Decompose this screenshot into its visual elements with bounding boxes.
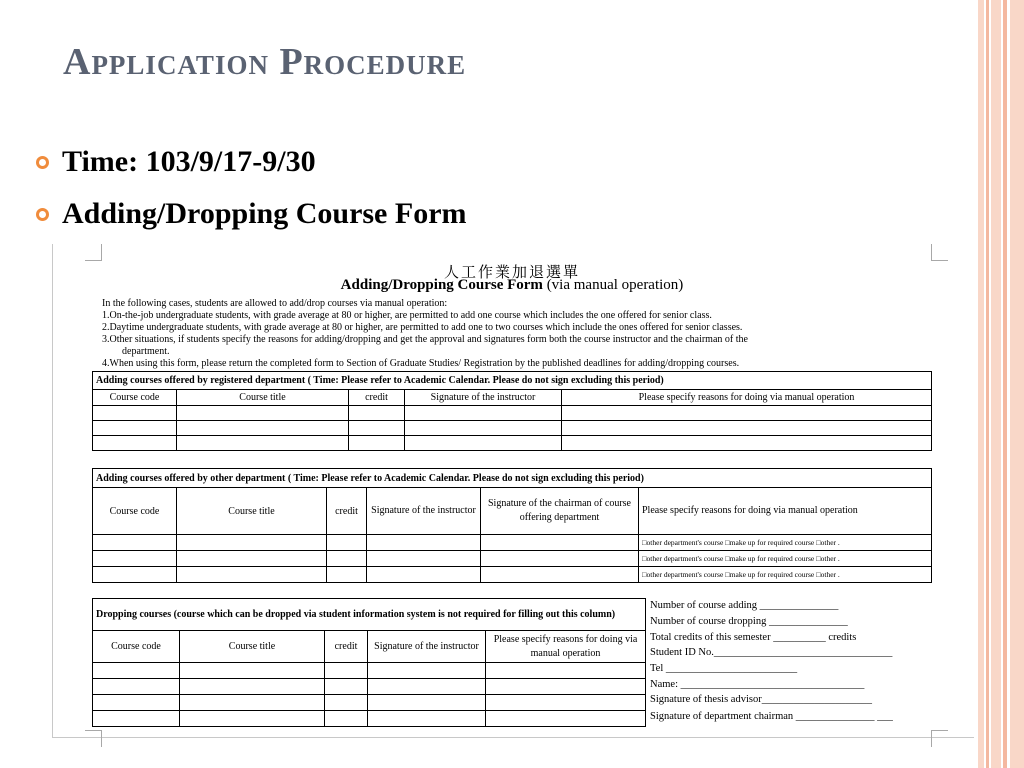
field-chairman-signature[interactable]: Signature of department chairman _______________ ___ [650,711,893,722]
table-cell[interactable] [325,695,368,711]
table-cell[interactable] [93,535,177,551]
table-cell[interactable] [562,421,932,436]
instruction-line: 4.When using this form, please return the completed form to Section of Graduate Studies/ Registration by the published deadlines for adding/dropping courses. [102,358,740,369]
reason-checkboxes[interactable]: □other department's course □make up for required course □other . [639,535,932,551]
table-cell[interactable] [325,679,368,695]
form-title-english [0,277,1024,294]
table-row [93,711,646,727]
field-student-id[interactable]: Student ID No.__________________________________ [650,647,893,658]
column-header: credit [349,390,405,406]
table-row [93,421,932,436]
table-cell[interactable] [325,711,368,727]
table-cell[interactable] [93,679,180,695]
table-row [93,663,646,679]
table-cell[interactable] [481,551,639,567]
crop-mark [931,244,948,261]
table-cell[interactable] [349,421,405,436]
table-cell[interactable] [367,535,481,551]
column-header: Please specify reasons for doing via manual operation [562,390,932,406]
table-cell[interactable] [327,535,367,551]
reason-checkboxes[interactable]: □other department's course □make up for required course □other . [639,551,932,567]
crop-mark [85,244,102,261]
field-thesis-advisor-signature[interactable]: Signature of thesis advisor_____________________ [650,694,872,705]
form-title-bold: Adding/Dropping Course Form [340,277,543,293]
table-row [93,436,932,451]
table-cell[interactable] [367,567,481,583]
table-cell[interactable] [93,711,180,727]
table-cell[interactable] [405,436,562,451]
decorative-stripes [974,0,1024,768]
table-cell[interactable] [93,695,180,711]
stripe [978,0,984,768]
column-header: Course code [93,488,177,535]
instruction-line: In the following cases, students are allowed to add/drop courses via manual operation: [102,298,448,309]
column-header: Course code [93,631,180,663]
table-cell[interactable] [486,679,646,695]
table-cell[interactable] [325,663,368,679]
table-cell[interactable] [327,551,367,567]
column-header: Course code [93,390,177,406]
crop-mark [85,730,102,747]
table-header: Adding courses offered by registered department ( Time: Please refer to Academic Calendar. Please do not sign excluding this period) [93,372,932,390]
column-header: Signature of the chairman of course offering department [481,488,639,535]
table-cell[interactable] [367,551,481,567]
field-courses-adding[interactable]: Number of course adding _______________ [650,600,839,611]
form-title-rest: (via manual operation) [542,277,684,293]
bullet-item-time [36,142,467,194]
field-tel[interactable]: Tel _________________________ [650,663,798,674]
table-cell[interactable] [562,436,932,451]
table-cell[interactable] [327,567,367,583]
table-cell[interactable] [93,567,177,583]
column-header: Signature of the instructor [368,631,486,663]
stripe [1003,0,1007,768]
table-cell[interactable] [177,567,327,583]
frame-bottom-border [52,737,974,738]
column-header: Signature of the instructor [367,488,481,535]
instruction-line: department. [122,346,170,357]
bullet-list [36,142,467,246]
bullet-circle-icon [36,208,49,221]
table-row [93,679,646,695]
reason-checkboxes[interactable]: □other department's course □make up for required course □other . [639,567,932,583]
table-row [93,406,932,421]
column-header: Course title [177,488,327,535]
field-courses-dropping[interactable]: Number of course dropping _______________ [650,616,848,627]
instruction-line: 2.Daytime undergraduate students, with grade average at 80 or higher, are permitted to add one to two courses which include the ones offered for senior classes. [102,322,743,333]
bullet-circle-icon [36,156,49,169]
column-header: Course title [177,390,349,406]
table-cell[interactable] [349,436,405,451]
table-cell[interactable] [368,711,486,727]
table-cell[interactable] [486,663,646,679]
bullet-text: Adding/Dropping Course Form [62,197,467,230]
field-name[interactable]: Name: ___________________________________ [650,679,865,690]
table-cell[interactable] [177,551,327,567]
instruction-line: 3.Other situations, if students specify the reasons for adding/dropping and get the approval and signatures form both the course instructor and the chairman of the [102,334,748,345]
table-cell[interactable] [368,663,486,679]
table-cell[interactable] [93,436,177,451]
table-cell[interactable] [93,421,177,436]
table-cell[interactable] [180,679,325,695]
column-header: credit [325,631,368,663]
crop-mark [931,730,948,747]
bullet-item-form [36,194,467,246]
slide-title: Application Procedure [63,41,467,83]
column-header: Course title [180,631,325,663]
table-cell[interactable] [180,695,325,711]
column-header: Please specify reasons for doing via manual operation [486,631,646,663]
table-row [93,567,932,583]
table-cell[interactable] [481,567,639,583]
table-header: Dropping courses (course which can be dropped via student information system is not required for filling out this column) [93,599,646,631]
table-cell[interactable] [93,551,177,567]
table-cell[interactable] [405,406,562,421]
instruction-line: 1.On-the-job undergraduate students, with grade average at 80 or higher, are permitted to add one course which includes the one offered for senior class. [102,310,712,321]
table-cell[interactable] [177,406,349,421]
table-cell[interactable] [405,421,562,436]
table-row [93,535,932,551]
frame-left-border [52,244,53,738]
table-cell[interactable] [368,695,486,711]
bullet-text: Time: 103/9/17-9/30 [62,145,316,178]
table-adding-other-dept [92,468,932,583]
table-header: Adding courses offered by other department ( Time: Please refer to Academic Calendar. Please do not sign excluding this period) [93,469,932,488]
form-title-chinese: 人工作業加退選單 [443,263,580,281]
stripe [1010,0,1024,768]
table-cell[interactable] [180,711,325,727]
table-cell[interactable] [177,421,349,436]
field-total-credits[interactable]: Total credits of this semester __________ credits [650,632,857,643]
column-header: Please specify reasons for doing via manual operation [639,488,932,535]
table-dropping-courses [92,598,646,727]
table-cell[interactable] [93,663,180,679]
table-cell[interactable] [177,535,327,551]
table-row [93,551,932,567]
table-cell[interactable] [486,711,646,727]
table-cell[interactable] [368,679,486,695]
column-header: Signature of the instructor [405,390,562,406]
table-cell[interactable] [562,406,932,421]
table-cell[interactable] [349,406,405,421]
table-adding-registered-dept [92,371,932,451]
table-cell[interactable] [177,436,349,451]
table-cell[interactable] [93,406,177,421]
stripe [986,0,989,768]
table-cell[interactable] [486,695,646,711]
stripe [991,0,1001,768]
table-row [93,695,646,711]
table-cell[interactable] [481,535,639,551]
table-cell[interactable] [180,663,325,679]
column-header: credit [327,488,367,535]
